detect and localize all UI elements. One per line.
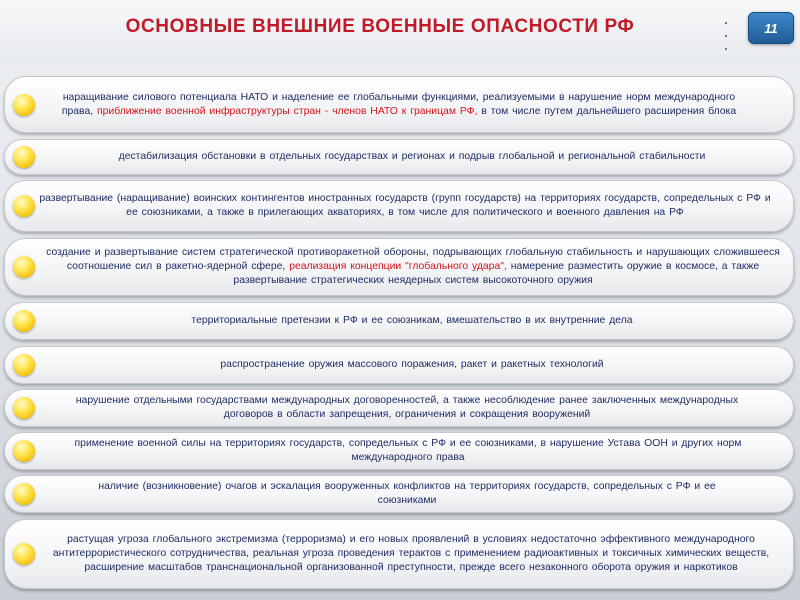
yellow-bullet-icon	[13, 440, 35, 462]
threat-item-territorial-claims	[4, 302, 794, 340]
threat-text-part: намерение разместить оружие в космосе, а также развертывание стратегических неядерных систем высокоточного оружия	[233, 261, 760, 286]
threat-text-part: растущая угроза глобального экстремизма (терроризма) и его новых проявлений в условиях недостаточно эффективного международного антитеррористического сотрудничества, реальная угроза проведения терактов с применением радиоактивных и токсичных химических веществ, расширение масштабов транснациональной организованной преступности, прежде всего незаконного оборота оружия и наркотиков	[52, 534, 770, 573]
threat-highlight: реализация концепции "глобального удара",	[289, 261, 507, 272]
threat-text-part: создание и развертывание систем стратегической противоракетной обороны, подрывающих глобальную стабильность и нарушающих сложившееся соотношение сил в ракетно-ядерной сфере,	[46, 247, 780, 272]
threat-item-treaty-violation	[4, 389, 794, 427]
threat-text	[39, 347, 785, 383]
threat-text-part: развертывание (наращивание) воинских контингентов иностранных государств (групп государств) на территориях государств, сопредельных с РФ и ее союзниками, а также в прилегающих акваториях, в том числе для политического и военного давления на РФ	[39, 193, 771, 218]
threat-text-part: нарушение отдельными государствами международных договоренностей, а также несоблюдение ранее заключенных международных договоров в области запрещения, ограничения и сокращения вооружений	[75, 395, 739, 420]
slide-title: ОСНОВНЫЕ ВНЕШНИЕ ВОЕННЫЕ ОПАСНОСТИ РФ	[125, 16, 635, 37]
threat-text	[35, 181, 785, 231]
threat-item-wmd-proliferation	[4, 346, 794, 384]
yellow-bullet-icon	[13, 483, 35, 505]
yellow-bullet-icon	[13, 195, 35, 217]
threat-text	[39, 520, 785, 588]
yellow-bullet-icon	[13, 94, 35, 116]
yellow-bullet-icon	[13, 397, 35, 419]
threat-text	[39, 77, 785, 132]
threat-text	[39, 390, 785, 426]
yellow-bullet-icon	[13, 543, 35, 565]
threat-text-part: в том числе путем дальнейшего расширения блока	[481, 105, 737, 117]
page-number-badge: 11	[748, 12, 794, 44]
threat-text	[39, 476, 785, 512]
threat-item-nato	[4, 76, 794, 133]
yellow-bullet-icon	[13, 310, 35, 332]
decorative-dots	[722, 22, 730, 50]
threat-highlight: приближение военной инфраструктуры стран - членов НАТО к границам РФ,	[97, 105, 478, 117]
yellow-bullet-icon	[13, 146, 35, 168]
yellow-bullet-icon	[13, 354, 35, 376]
threat-text-part: наращивание силового потенциала НАТО и наделение ее глобальными функциями, реализуемыми в нарушение норм международного права,	[61, 91, 736, 117]
threat-text-part: распространение оружия массового поражения, ракет и ракетных технологий	[220, 359, 604, 370]
threat-text-part: применение военной силы на территориях государств, сопредельных с РФ и ее союзниками, в нарушение Устава ООН и других норм международного права	[74, 438, 742, 463]
threat-item-destabilization	[4, 139, 794, 175]
threat-text	[35, 433, 785, 469]
threat-text	[39, 140, 785, 174]
threat-text	[39, 239, 785, 295]
threat-item-missile-defense	[4, 238, 794, 296]
threat-item-military-force	[4, 432, 794, 470]
threat-text-part: территориальные претензии к РФ и ее союзникам, вмешательство в их внутренние дела	[191, 315, 633, 326]
threat-item-deployment	[4, 180, 794, 232]
threat-item-extremism	[4, 519, 794, 589]
yellow-bullet-icon	[13, 256, 35, 278]
threat-text	[39, 303, 785, 339]
threat-text-part: дестабилизация обстановки в отдельных государствах и регионах и подрыв глобальной и региональной стабильности	[118, 151, 706, 162]
threat-item-armed-conflicts	[4, 475, 794, 513]
threat-text-part: наличие (возникновение) очагов и эскалация вооруженных конфликтов на территориях государств, сопредельных с РФ и ее союзниками	[98, 481, 716, 506]
